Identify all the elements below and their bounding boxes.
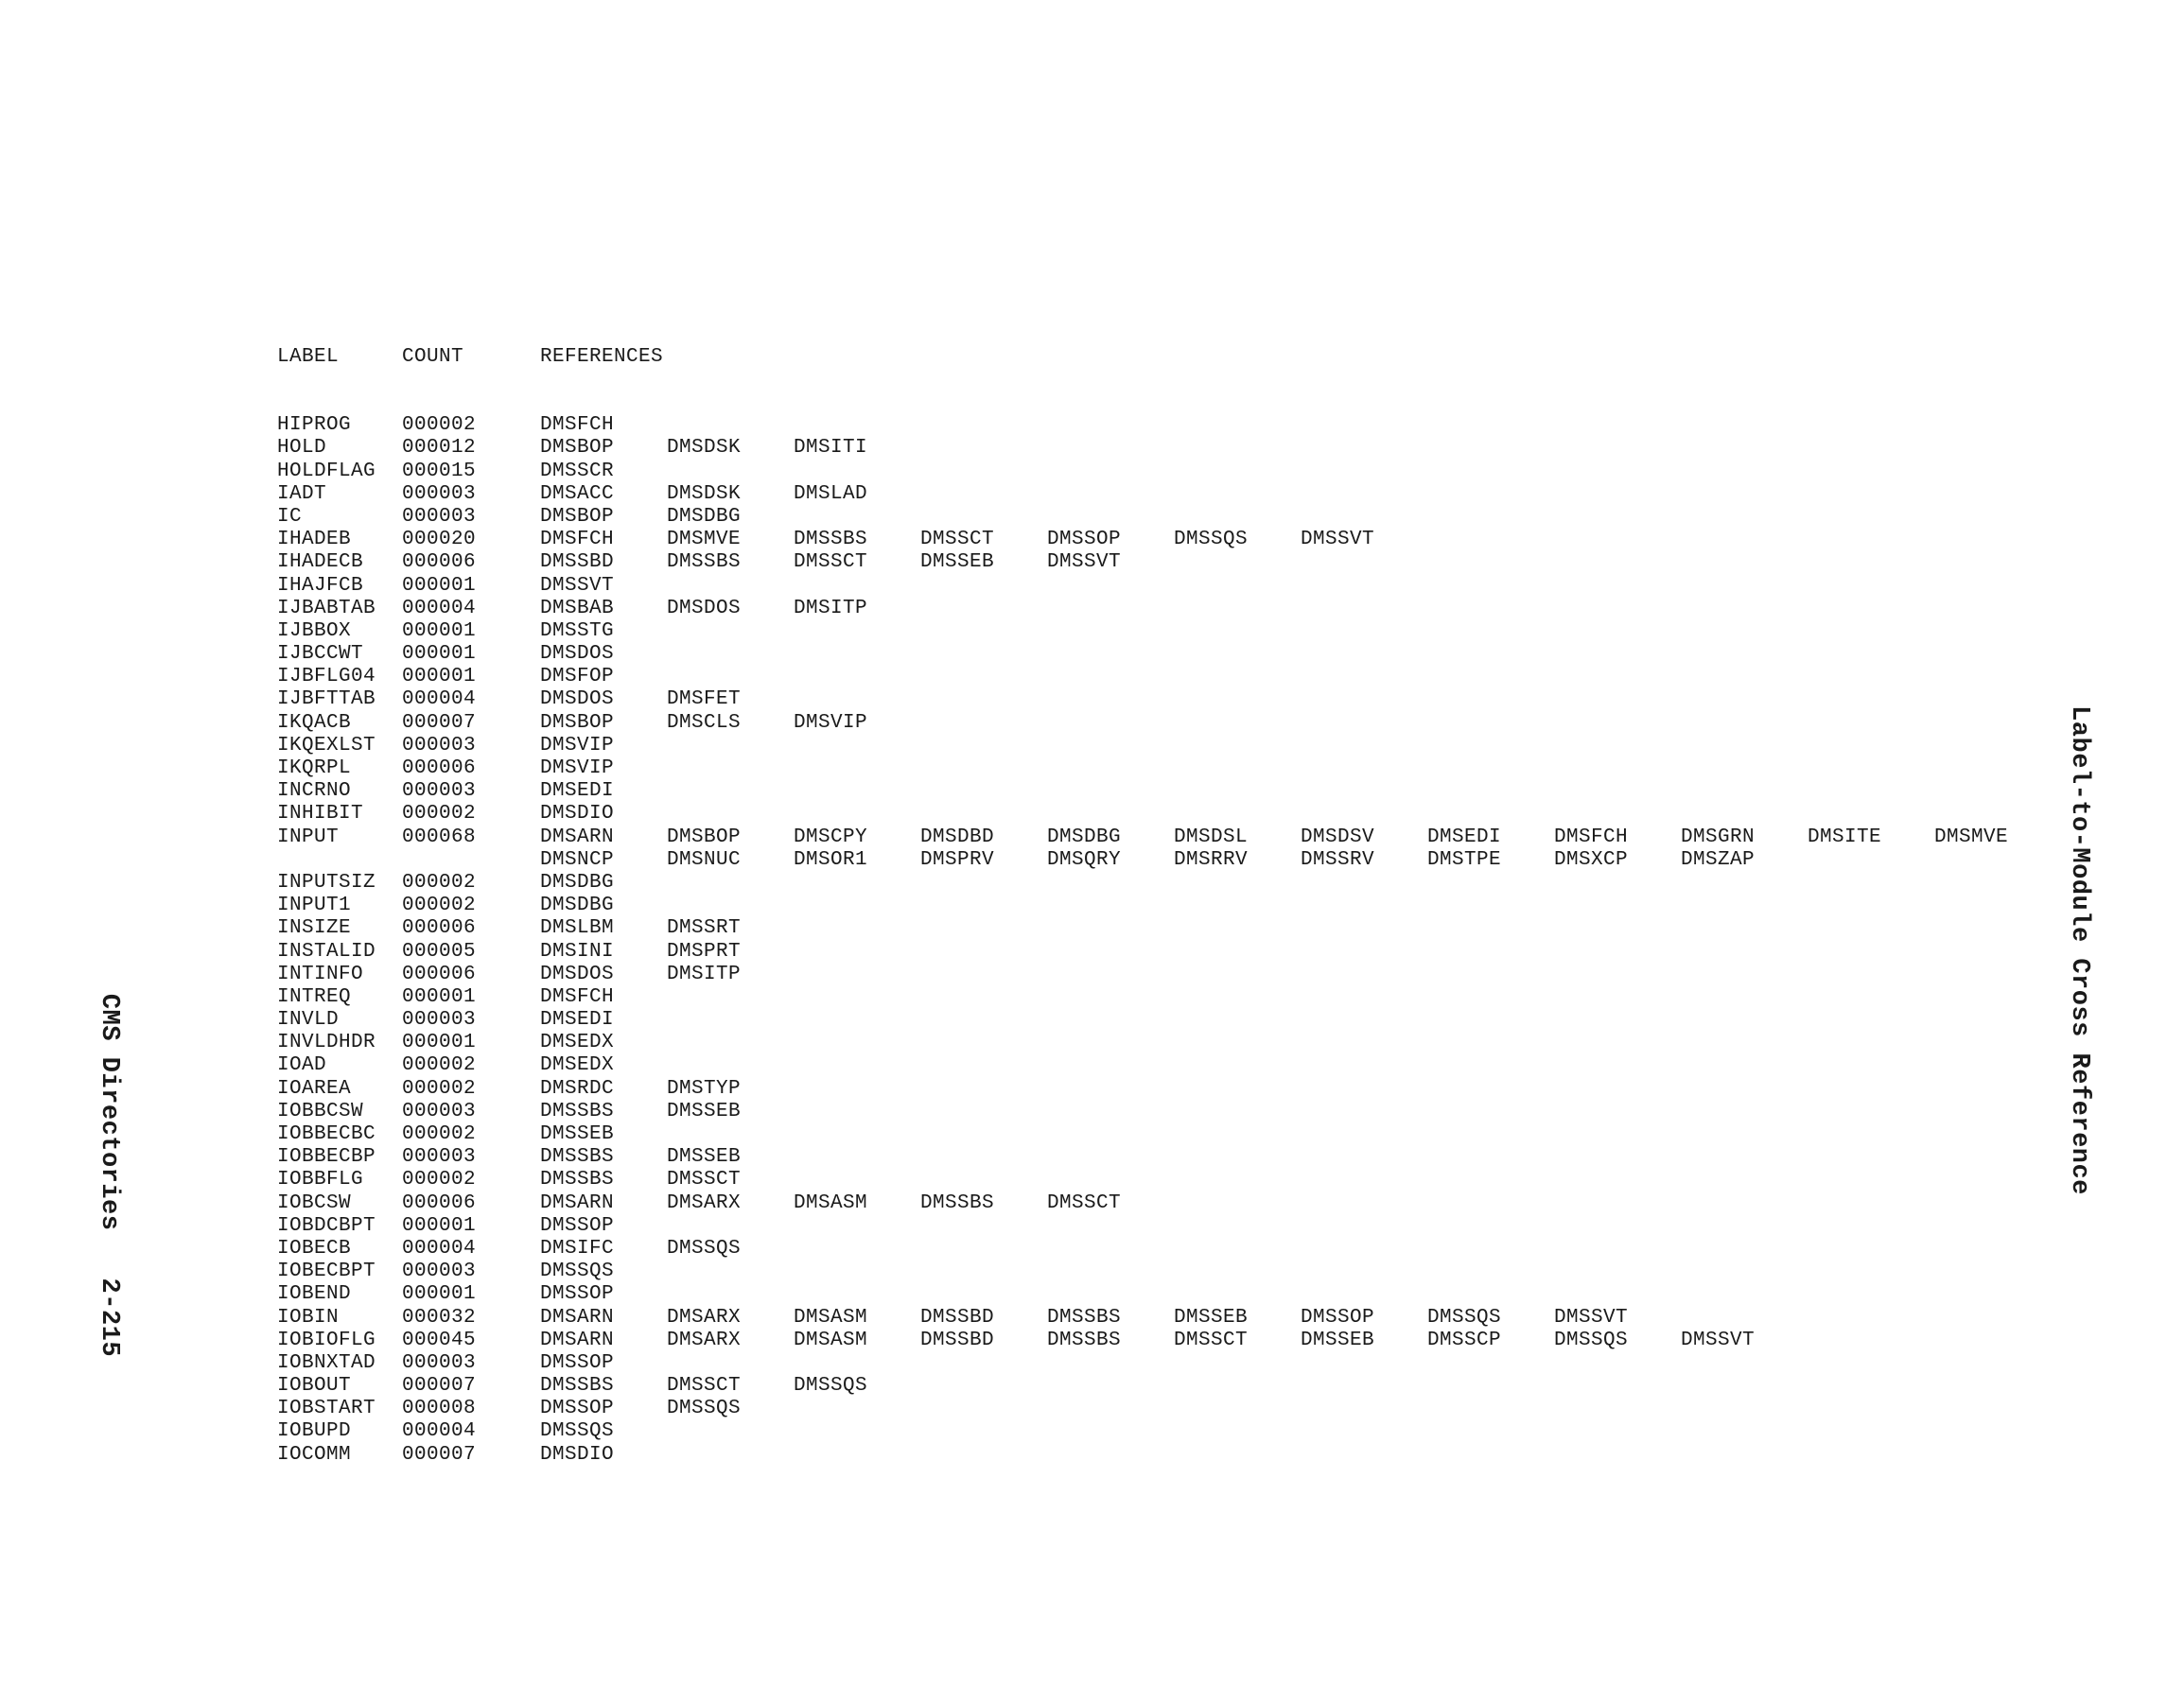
count-cell: 000001 [402, 574, 477, 597]
module-reference: DMSVIP [540, 734, 615, 757]
module-reference: DMSEDI [1427, 826, 1502, 848]
running-title: Label-to-Module Cross Reference [2065, 705, 2093, 1195]
count-cell: 000012 [402, 437, 477, 460]
count-cell: 000032 [402, 1306, 477, 1329]
count-cell: 000006 [402, 551, 477, 574]
module-reference: DMSSQS [1427, 1306, 1502, 1329]
table-row [277, 688, 742, 711]
count-cell: 000003 [402, 1146, 477, 1169]
module-reference: DMSDOS [667, 597, 742, 619]
module-reference: DMSTPE [1427, 848, 1502, 871]
module-reference: DMSARN [540, 1191, 615, 1214]
cross-reference-listing [277, 346, 2009, 1467]
module-reference: DMSBAB [540, 597, 615, 619]
label-cell: IOBCSW [277, 1191, 352, 1214]
module-reference: DMSSOP [540, 1351, 615, 1374]
module-reference: DMSIFC [540, 1237, 615, 1260]
module-reference: DMSEDI [540, 1009, 615, 1032]
module-reference: DMSFCH [540, 529, 615, 551]
label-cell: IKQACB [277, 711, 352, 734]
label-cell: IJBABTAB [277, 597, 376, 619]
table-row [277, 711, 868, 735]
module-reference: DMSDSK [667, 482, 742, 505]
label-cell: IKQEXLST [277, 734, 376, 757]
module-reference: DMSMVE [1934, 826, 2009, 848]
count-cell: 000001 [402, 1032, 477, 1054]
count-cell: 000007 [402, 1443, 477, 1466]
module-reference: DMSDIO [540, 803, 615, 826]
module-reference: DMSASM [794, 1306, 868, 1329]
module-reference: DMSSVT [1047, 551, 1122, 574]
module-reference: DMSSEB [667, 1146, 742, 1169]
table-row [277, 1077, 742, 1101]
module-reference: DMSASM [794, 1329, 868, 1351]
label-cell: INHIBIT [277, 803, 364, 826]
count-cell: 000001 [402, 1283, 477, 1306]
table-row [277, 1032, 615, 1054]
module-reference: DMSCPY [794, 826, 868, 848]
module-reference: DMSEDI [540, 780, 615, 803]
module-reference: DMSSQS [1554, 1329, 1629, 1351]
count-cell: 000002 [402, 1169, 477, 1191]
module-reference: DMSSBS [1047, 1306, 1122, 1329]
count-cell: 000006 [402, 757, 477, 779]
count-cell: 000002 [402, 1123, 477, 1145]
module-reference: DMSEDX [540, 1032, 615, 1054]
label-cell: IOAD [277, 1054, 327, 1077]
label-cell: IOAREA [277, 1077, 352, 1100]
table-row [277, 1398, 742, 1420]
table-row [277, 985, 615, 1009]
module-reference: DMSDSV [1301, 826, 1375, 848]
count-cell: 000003 [402, 1009, 477, 1032]
table-row [277, 1306, 1629, 1330]
table-row [277, 529, 1375, 551]
table-row [277, 643, 615, 666]
count-cell: 000007 [402, 711, 477, 734]
count-cell: 000003 [402, 482, 477, 505]
table-row [277, 1261, 615, 1283]
module-reference: DMSSQS [667, 1398, 742, 1420]
module-reference: DMSFCH [1554, 826, 1629, 848]
cross-reference-rows [277, 414, 2009, 1467]
label-cell: IOBUPD [277, 1420, 352, 1443]
count-cell: 000002 [402, 1077, 477, 1100]
module-reference: DMSARN [540, 1306, 615, 1329]
count-cell: 000006 [402, 1191, 477, 1214]
label-cell: IADT [277, 482, 327, 505]
table-row [277, 551, 1122, 574]
count-cell: 000020 [402, 529, 477, 551]
module-reference: DMSRDC [540, 1077, 615, 1100]
label-cell: IOBBECBC [277, 1123, 376, 1145]
module-reference: DMSDBG [667, 505, 742, 528]
label-cell: HIPROG [277, 414, 352, 437]
table-row [277, 437, 868, 460]
count-cell: 000003 [402, 505, 477, 528]
module-reference: DMSSCT [920, 529, 995, 551]
label-cell: IJBBOX [277, 619, 352, 642]
count-cell: 000001 [402, 1214, 477, 1237]
label-cell: IJBFTTAB [277, 688, 376, 711]
module-reference: DMSBOP [667, 826, 742, 848]
module-reference: DMSMVE [667, 529, 742, 551]
module-reference: DMSSCR [540, 460, 615, 482]
module-reference: DMSBOP [540, 711, 615, 734]
module-reference: DMSNCP [540, 848, 615, 871]
module-reference: DMSLAD [794, 482, 868, 505]
module-reference: DMSBOP [540, 505, 615, 528]
module-reference: DMSITI [794, 437, 868, 460]
module-reference: DMSSBS [540, 1375, 615, 1398]
section-title-and-page-number: CMS Directories 2-215 [95, 993, 123, 1358]
module-reference: DMSDBG [540, 895, 615, 917]
module-reference: DMSSBS [667, 551, 742, 574]
module-reference: DMSLBM [540, 917, 615, 940]
references-column-header: REFERENCES [540, 346, 664, 368]
table-row [277, 1123, 615, 1146]
label-cell: IOBECBPT [277, 1261, 376, 1283]
count-cell: 000002 [402, 414, 477, 437]
module-reference: DMSSVT [1554, 1306, 1629, 1329]
label-cell: INTREQ [277, 985, 352, 1008]
table-row [277, 757, 615, 780]
module-reference: DMSTYP [667, 1077, 742, 1100]
module-reference: DMSNUC [667, 848, 742, 871]
label-cell: IKQRPL [277, 757, 352, 779]
table-row [277, 1420, 615, 1443]
table-row [277, 1169, 742, 1191]
label-cell: IHAJFCB [277, 574, 364, 597]
table-row [277, 895, 615, 917]
table-row [277, 734, 615, 757]
table-row [277, 1214, 615, 1238]
module-reference: DMSXCP [1554, 848, 1629, 871]
module-reference: DMSSEB [920, 551, 995, 574]
module-reference: DMSARN [540, 826, 615, 848]
table-row [277, 414, 615, 437]
module-reference: DMSFCH [540, 985, 615, 1008]
module-reference: DMSSCT [1174, 1329, 1249, 1351]
table-row [277, 940, 742, 964]
label-cell: IOBIOFLG [277, 1329, 376, 1351]
table-row [277, 963, 742, 986]
module-reference: DMSZAP [1681, 848, 1756, 871]
label-cell: INPUT1 [277, 895, 352, 917]
count-column-header: COUNT [402, 346, 464, 368]
module-reference: DMSDOS [540, 963, 615, 985]
module-reference: DMSSEB [1174, 1306, 1249, 1329]
label-cell: IHADECB [277, 551, 364, 574]
label-cell: IOBEND [277, 1283, 352, 1306]
label-cell: INPUT [277, 826, 340, 848]
module-reference: DMSSCP [1427, 1329, 1502, 1351]
table-row [277, 1283, 615, 1306]
count-cell: 000003 [402, 780, 477, 803]
module-reference: DMSSTG [540, 619, 615, 642]
table-row [277, 619, 615, 643]
table-row [277, 1191, 1122, 1215]
count-cell: 000005 [402, 940, 477, 963]
module-reference: DMSDOS [540, 643, 615, 666]
table-row [277, 574, 615, 598]
count-cell: 000068 [402, 826, 477, 848]
module-reference: DMSSOP [1301, 1306, 1375, 1329]
module-reference: DMSSQS [667, 1237, 742, 1260]
module-reference: DMSITP [794, 597, 868, 619]
module-reference: DMSITE [1808, 826, 1882, 848]
label-cell: IOBBECBP [277, 1146, 376, 1169]
table-row [277, 1443, 615, 1467]
module-reference: DMSACC [540, 482, 615, 505]
label-cell: IOBSTART [277, 1398, 376, 1420]
count-cell: 000004 [402, 1237, 477, 1260]
module-reference: DMSDOS [540, 688, 615, 711]
label-cell: IHADEB [277, 529, 352, 551]
module-reference: DMSSRV [1301, 848, 1375, 871]
module-reference: DMSSCT [667, 1375, 742, 1398]
module-reference: DMSSCT [1047, 1191, 1122, 1214]
label-cell: INCRNO [277, 780, 352, 803]
count-cell: 000001 [402, 985, 477, 1008]
module-reference: DMSDBG [540, 871, 615, 894]
module-reference: DMSSQS [540, 1420, 615, 1443]
label-cell: IOBOUT [277, 1375, 352, 1398]
label-cell: IJBFLG04 [277, 666, 376, 688]
label-column-header: LABEL [277, 346, 340, 368]
label-cell: IOBBFLG [277, 1169, 364, 1191]
module-reference: DMSPRV [920, 848, 995, 871]
label-cell: IOCOMM [277, 1443, 352, 1466]
module-reference: DMSFOP [540, 666, 615, 688]
module-reference: DMSDIO [540, 1443, 615, 1466]
table-row [277, 1009, 615, 1032]
table-row [277, 505, 742, 529]
label-cell: INVLD [277, 1009, 340, 1032]
module-reference: DMSBOP [540, 437, 615, 460]
module-reference: DMSSVT [1681, 1329, 1756, 1351]
label-cell: IC [277, 505, 303, 528]
module-reference: DMSSQS [1174, 529, 1249, 551]
table-row [277, 1100, 742, 1123]
count-cell: 000004 [402, 1420, 477, 1443]
module-reference: DMSSBS [540, 1146, 615, 1169]
column-header-row [277, 346, 664, 369]
label-cell: IJBCCWT [277, 643, 364, 666]
count-cell: 000002 [402, 803, 477, 826]
count-cell: 000006 [402, 963, 477, 985]
module-reference: DMSVIP [540, 757, 615, 779]
table-row [277, 803, 615, 826]
module-reference: DMSSQS [794, 1375, 868, 1398]
module-reference: DMSSBS [1047, 1329, 1122, 1351]
table-row [277, 482, 868, 506]
table-row [277, 1146, 742, 1169]
module-reference: DMSSBS [794, 529, 868, 551]
count-cell: 000006 [402, 917, 477, 940]
table-row [277, 1237, 742, 1261]
table-row [277, 597, 868, 620]
module-reference: DMSDBD [920, 826, 995, 848]
label-cell: INVLDHDR [277, 1032, 376, 1054]
module-reference: DMSOR1 [794, 848, 868, 871]
module-reference: DMSSOP [1047, 529, 1122, 551]
module-reference: DMSSCT [667, 1169, 742, 1191]
count-cell: 000002 [402, 1054, 477, 1077]
label-cell: IOBNXTAD [277, 1351, 376, 1374]
count-cell: 000015 [402, 460, 477, 482]
count-cell: 000001 [402, 643, 477, 666]
count-cell: 000003 [402, 1351, 477, 1374]
module-reference: DMSSOP [540, 1283, 615, 1306]
count-cell: 000002 [402, 895, 477, 917]
table-row [277, 848, 1756, 872]
module-reference: DMSSQS [540, 1261, 615, 1283]
module-reference: DMSDBG [1047, 826, 1122, 848]
module-reference: DMSARX [667, 1329, 742, 1351]
module-reference: DMSSBS [540, 1169, 615, 1191]
label-cell: IOBBCSW [277, 1100, 364, 1122]
module-reference: DMSSEB [1301, 1329, 1375, 1351]
table-row [277, 666, 615, 688]
count-cell: 000003 [402, 1261, 477, 1283]
module-reference: DMSSOP [540, 1214, 615, 1237]
count-cell: 000008 [402, 1398, 477, 1420]
module-reference: DMSSEB [667, 1100, 742, 1122]
table-row [277, 1329, 1756, 1352]
module-reference: DMSFCH [540, 414, 615, 437]
module-reference: DMSSRT [667, 917, 742, 940]
module-reference: DMSINI [540, 940, 615, 963]
label-cell: INPUTSIZ [277, 871, 376, 894]
count-cell: 000004 [402, 688, 477, 711]
count-cell: 000004 [402, 597, 477, 619]
count-cell: 000002 [402, 871, 477, 894]
count-cell: 000003 [402, 734, 477, 757]
label-cell: IOBIN [277, 1306, 340, 1329]
module-reference: DMSRRV [1174, 848, 1249, 871]
count-cell: 000007 [402, 1375, 477, 1398]
module-reference: DMSSVT [540, 574, 615, 597]
table-row [277, 1351, 615, 1375]
table-row [277, 1375, 868, 1398]
count-cell: 000045 [402, 1329, 477, 1351]
module-reference: DMSDSK [667, 437, 742, 460]
table-row [277, 1054, 615, 1077]
module-reference: DMSFET [667, 688, 742, 711]
count-cell: 000001 [402, 666, 477, 688]
module-reference: DMSSBD [540, 551, 615, 574]
module-reference: DMSITP [667, 963, 742, 985]
table-row [277, 917, 742, 940]
table-row [277, 780, 615, 803]
module-reference: DMSEDX [540, 1054, 615, 1077]
module-reference: DMSSCT [794, 551, 868, 574]
table-row [277, 826, 2009, 849]
module-reference: DMSSBD [920, 1306, 995, 1329]
label-cell: IOBDCBPT [277, 1214, 376, 1237]
label-cell: INTINFO [277, 963, 364, 985]
module-reference: DMSPRT [667, 940, 742, 963]
label-cell: HOLD [277, 437, 327, 460]
count-cell: 000001 [402, 619, 477, 642]
module-reference: DMSGRN [1681, 826, 1756, 848]
module-reference: DMSSBD [920, 1329, 995, 1351]
module-reference: DMSARX [667, 1191, 742, 1214]
table-row [277, 871, 615, 895]
module-reference: DMSSEB [540, 1123, 615, 1145]
module-reference: DMSQRY [1047, 848, 1122, 871]
module-reference: DMSSVT [1301, 529, 1375, 551]
module-reference: DMSASM [794, 1191, 868, 1214]
label-cell: HOLDFLAG [277, 460, 376, 482]
label-cell: INSIZE [277, 917, 352, 940]
module-reference: DMSARN [540, 1329, 615, 1351]
table-row [277, 460, 615, 483]
module-reference: DMSSOP [540, 1398, 615, 1420]
label-cell: INSTALID [277, 940, 376, 963]
module-reference: DMSSBS [920, 1191, 995, 1214]
label-cell: IOBECB [277, 1237, 352, 1260]
module-reference: DMSSBS [540, 1100, 615, 1122]
module-reference: DMSARX [667, 1306, 742, 1329]
module-reference: DMSCLS [667, 711, 742, 734]
module-reference: DMSVIP [794, 711, 868, 734]
count-cell: 000003 [402, 1100, 477, 1122]
module-reference: DMSDSL [1174, 826, 1249, 848]
